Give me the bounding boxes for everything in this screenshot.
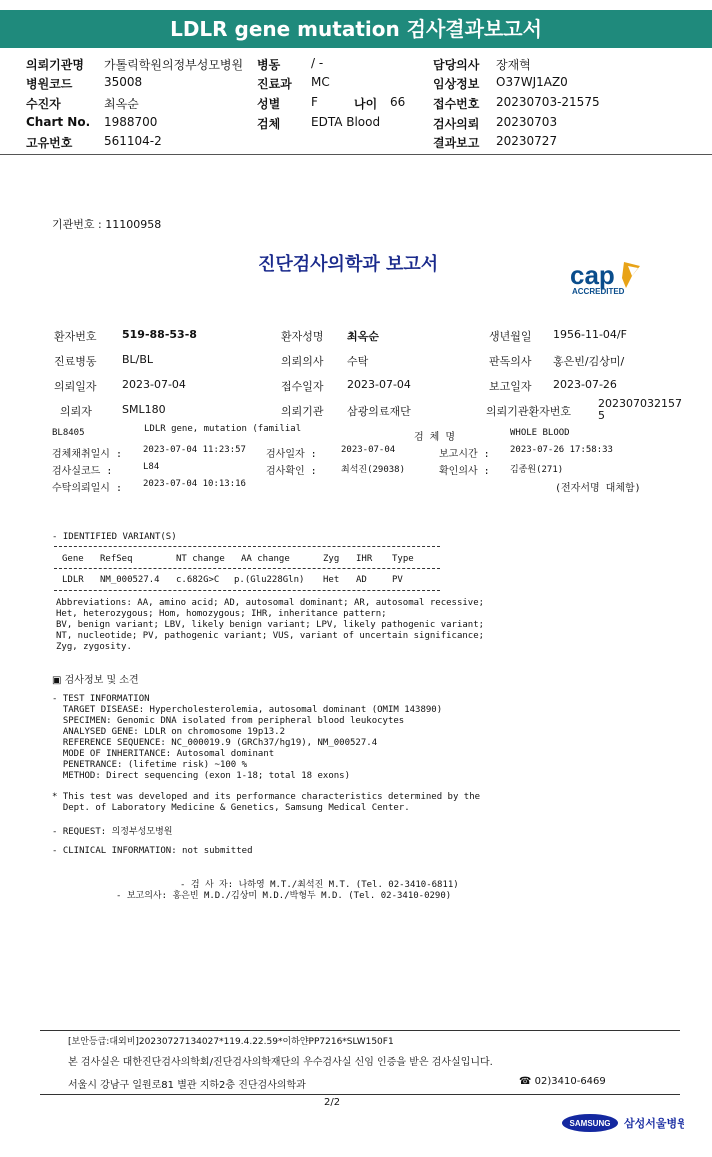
header-value: 66: [390, 95, 406, 109]
reporttime-value: 2023-07-26 17:58:33: [510, 445, 613, 455]
patient-value: 삼광의료재단: [347, 405, 411, 418]
header-value: 최옥순: [104, 97, 139, 111]
header-label: 담당의사: [433, 58, 480, 72]
patient-label: 의뢰기관환자번호: [486, 405, 572, 418]
test-code: BL8405: [52, 428, 85, 438]
svg-text:삼성서울병원: 삼성서울병원: [624, 1117, 684, 1130]
abbrev-line: NT, nucleotide; PV, pathogenic variant; VUS, variant of uncertain significance;: [56, 631, 485, 641]
certification-line: 본 검사실은 대한진단검사의학회/진단검사의학재단의 우수검사실 신임 인증을 받은 검사실입니다.: [68, 1057, 493, 1068]
header-label: 의뢰기관명: [26, 58, 84, 72]
header-value: 20230703: [496, 115, 558, 129]
header-label: 병원코드: [26, 77, 73, 91]
header-value: F: [311, 95, 318, 109]
variant-heading: - IDENTIFIED VARIANT(S): [52, 532, 177, 542]
samsung-logo-icon: [562, 1112, 684, 1134]
address-line: 서울시 강남구 일원로81 별관 지하2층 진단검사의학과: [68, 1080, 306, 1091]
footer-top-rule: [40, 1030, 680, 1031]
patient-label: 생년월일: [489, 330, 532, 343]
specimen-label: 검 체 명: [414, 432, 456, 443]
patient-value: 5: [598, 409, 605, 422]
abbrev-line: Zyg, zygosity.: [56, 642, 132, 652]
header-value: 35008: [104, 75, 143, 89]
patient-value: 2023-07-04: [122, 378, 186, 391]
test-info-line: METHOD: Direct sequencing (exon 1-18; total 18 exons): [52, 771, 351, 781]
header-label: 나이: [354, 97, 378, 111]
test-name: LDLR gene, mutation (familial: [144, 424, 302, 434]
header-label: 고유번호: [26, 136, 73, 150]
request-label: 수탁의뢰일시 :: [52, 483, 123, 494]
security-line: [보안등급:대외비]20230727134027*119.4.22.59*이하얀PP7216*SLW150F1: [68, 1037, 394, 1047]
room-label: 검사실코드 :: [52, 466, 113, 477]
patient-value: BL/BL: [122, 353, 154, 366]
test-info-line: TARGET DISEASE: Hypercholesterolemia, autosomal dominant (OMIM 143890): [52, 705, 443, 715]
report-banner: LDLR gene mutation 검사결과보고서: [0, 10, 712, 48]
testdate-label: 검사일자 :: [266, 449, 317, 460]
disclaimer-line: * This test was developed and its performance characteristics determined by the: [52, 792, 481, 802]
test-info-line: ANALYSED GENE: LDLR on chromosome 19p13.2: [52, 727, 285, 737]
variant-cell: Het: [323, 575, 340, 585]
patient-birth: 1956-11-04/F: [553, 328, 627, 341]
collect-value: 2023-07-04 11:23:57: [143, 445, 246, 455]
header-label: Chart No.: [26, 115, 91, 129]
patient-label: 환자번호: [54, 330, 97, 343]
variant-cell: AD: [356, 575, 367, 585]
samsung-hospital-logo: [562, 1112, 684, 1134]
header-label: 검체: [257, 117, 281, 131]
header-value: 가톨릭학원의정부성모병원: [104, 58, 244, 72]
abbrev-line: BV, benign variant; LBV, likely benign variant; LPV, likely pathogenic variant;: [56, 620, 485, 630]
header-label: 검사의뢰: [433, 117, 480, 131]
test-info-line: SPECIMEN: Genomic DNA isolated from peripheral blood leukocytes: [52, 716, 405, 726]
room-value: L84: [143, 462, 160, 472]
header-label: 성별: [257, 97, 281, 111]
reporttime-label: 보고시간 :: [439, 449, 490, 460]
test-info-line: - TEST INFORMATION: [52, 694, 150, 704]
header-value: 561104-2: [104, 134, 162, 148]
patient-value: 202307032157: [598, 397, 682, 410]
specimen-value: WHOLE BLOOD: [510, 428, 570, 438]
cap-accredited-logo: [568, 258, 660, 298]
variant-col-header: RefSeq: [100, 554, 133, 564]
clinical-info-line: - CLINICAL INFORMATION: not submitted: [52, 846, 253, 856]
header-label: 접수번호: [433, 97, 480, 111]
header-value: O37WJ1AZ0: [496, 75, 568, 89]
checker-value: 최석진(29038): [341, 465, 406, 475]
test-info-line: PENETRANCE: (lifetime risk) ~100 %: [52, 760, 248, 770]
patient-value: 홍은빈/김상미/: [553, 355, 625, 368]
tester-line: - 검 사 자: 나하영 M.T./최석진 M.T. (Tel. 02-3410-6811): [180, 880, 459, 890]
svg-text:cap: cap: [570, 260, 615, 290]
header-label: 진료과: [257, 77, 292, 91]
abbrev-line: Het, heterozygous; Hom, homozygous; IHR, inheritance pattern;: [56, 609, 387, 619]
variant-cell: PV: [392, 575, 403, 585]
header-value: EDTA Blood: [311, 115, 381, 129]
header-label: 수진자: [26, 97, 61, 111]
variant-col-header: NT change: [176, 554, 225, 564]
variant-cell: NM_000527.4: [100, 575, 160, 585]
patient-label: 접수일자: [281, 380, 324, 393]
patient-number: 519-88-53-8: [122, 328, 197, 341]
variant-cell: c.682G>C: [176, 575, 220, 585]
variant-table-mid-rule: [54, 568, 440, 569]
patient-value: 2023-07-26: [553, 378, 617, 391]
abbrev-line: Abbreviations: AA, amino acid; AD, autosomal dominant; AR, autosomal recessive;: [56, 598, 485, 608]
variant-table-top-rule: [54, 546, 440, 547]
header-label: 임상정보: [433, 77, 480, 91]
patient-label: 의뢰자: [60, 405, 92, 418]
testdate-value: 2023-07-04: [341, 445, 396, 455]
variant-cell: LDLR: [62, 575, 84, 585]
patient-name: 최옥순: [347, 330, 379, 343]
header-label: 병동: [257, 58, 281, 72]
request-line: - REQUEST: 의정부성모병원: [52, 827, 173, 837]
report-title: 진단검사의학과 보고서: [258, 254, 439, 275]
variant-col-header: Zyg: [323, 554, 340, 564]
cap-logo-icon: [568, 258, 660, 298]
variant-col-header: AA change: [241, 554, 290, 564]
patient-label: 의뢰의사: [281, 355, 324, 368]
patient-value: 2023-07-04: [347, 378, 411, 391]
patient-label: 환자성명: [281, 330, 324, 343]
test-info-line: REFERENCE SEQUENCE: NC_000019.9 (GRCh37/hg19), NM_000527.4: [52, 738, 378, 748]
svg-text:ACCREDITED: ACCREDITED: [572, 287, 625, 296]
collect-label: 검체채취일시 :: [52, 449, 123, 460]
phone-line: ☎ 02)3410-6469: [519, 1076, 606, 1087]
test-info-line: MODE OF INHERITANCE: Autosomal dominant: [52, 749, 275, 759]
header-label: 결과보고: [433, 136, 480, 150]
svg-text:SAMSUNG: SAMSUNG: [569, 1119, 611, 1128]
patient-label: 판독의사: [489, 355, 532, 368]
header-value: 장재혁: [496, 58, 531, 72]
header-value: MC: [311, 75, 330, 89]
footer-bottom-rule: [40, 1094, 680, 1095]
confirmer-label: 확인의사 :: [439, 466, 490, 477]
checker-label: 검사확인 :: [266, 466, 317, 477]
patient-label: 의뢰일자: [54, 380, 97, 393]
page-number: 2/2: [324, 1097, 341, 1108]
variant-table-bottom-rule: [54, 590, 440, 591]
header-value: 1988700: [104, 115, 158, 129]
confirmer-value: 김종원(271): [510, 465, 564, 475]
disclaimer-line: Dept. of Laboratory Medicine & Genetics, Samsung Medical Center.: [52, 803, 410, 813]
variant-col-header: Gene: [62, 554, 84, 564]
request-value: 2023-07-04 10:13:16: [143, 479, 246, 489]
variant-col-header: IHR: [356, 554, 373, 564]
patient-label: 보고일자: [489, 380, 532, 393]
patient-label: 의뢰기관: [281, 405, 324, 418]
header-value: 20230703-21575: [496, 95, 600, 109]
variant-col-header: Type: [392, 554, 414, 564]
patient-value: 수탁: [347, 355, 369, 368]
header-value: / -: [311, 56, 324, 70]
esign-note: (전자서명 대체함): [555, 483, 641, 494]
patient-label: 진료병동: [54, 355, 97, 368]
institution-number: 기관번호 : 11100958: [52, 218, 162, 231]
patient-value: SML180: [122, 403, 166, 416]
section-title: ▣ 검사정보 및 소견: [52, 675, 139, 686]
variant-cell: p.(Glu228Gln): [234, 575, 305, 585]
reporter-line: - 보고의사: 홍은빈 M.D./김상미 M.D./박형두 M.D. (Tel. 02-3410-0290): [116, 891, 452, 901]
header-value: 20230727: [496, 134, 558, 148]
header-divider: [0, 154, 712, 155]
